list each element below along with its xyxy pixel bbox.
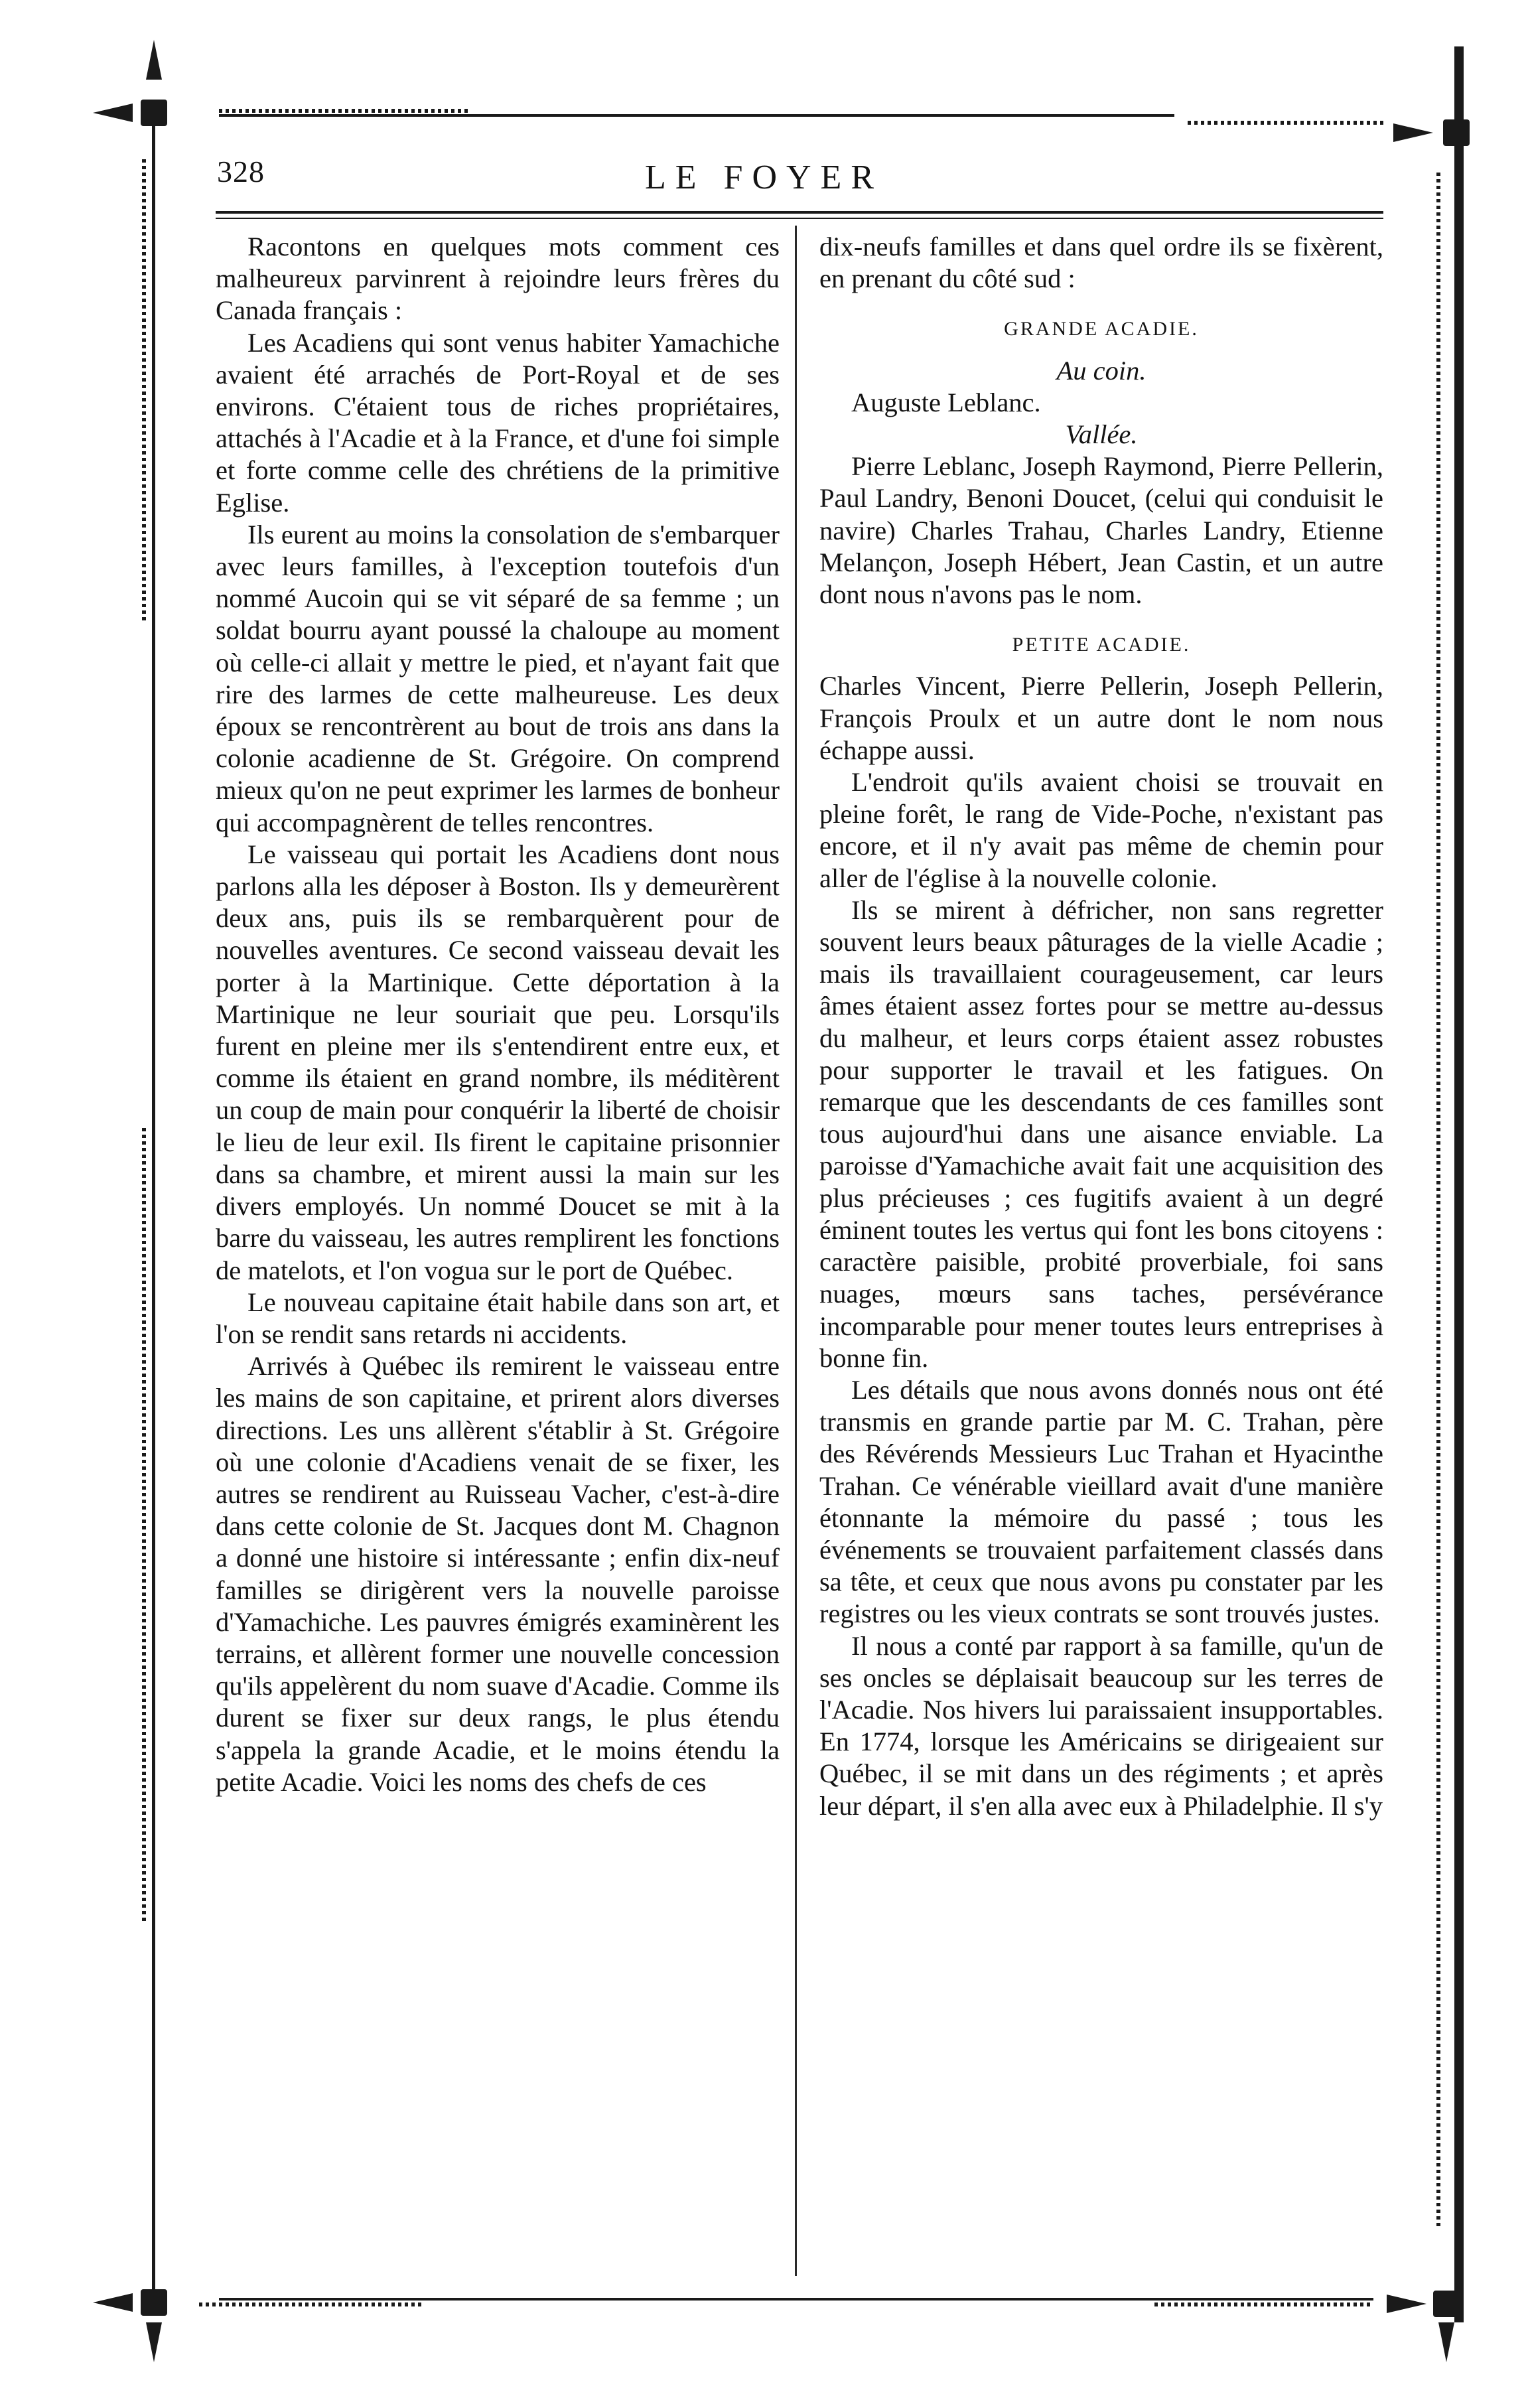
header-rule-bottom — [216, 218, 1383, 219]
left-column — [216, 231, 780, 1798]
paragraph-intro: dix-neufs familles et dans quel ordre ils se fixèrent, en prenant du côté sud : — [819, 232, 1383, 294]
top-right-arrow — [1393, 123, 1433, 142]
paragraph: Le vaisseau qui portait les Acadiens dont nous parlons alla les déposer à Boston. Ils y demeurèrent deux ans, puis ils se rembarquèrent pour de nouvelles aventures. Ce second vaisseau devait les porter à la Martinique. Cette déportation à la Martinique ne leur souriait que peu. Lorsqu'ils furent en pleine mer ils s'entendirent entre eux, et comme ils étaient en grand nombre, ils méditèrent un coup de main pour conquérir la liberté de choisir le lieu de leur exil. Ils firent le capitaine prisonnier dans sa chambre, et mirent aussi la main sur les divers employés. Un nommé Doucet se mit à la barre du vaisseau, les autres remplirent les fonctions de matelots, et l'on vogua sur le port de Québec. — [216, 839, 780, 1285]
running-title: LE FOYER — [645, 159, 883, 196]
paragraph: Ils eurent au moins la consolation de s'embarquer avec leurs familles, à l'exception toutefois d'un nommé Aucoin qui se vit séparé de sa femme ; un soldat bourru ayant poussé la chaloupe au moment où celle-ci allait y mettre le pied, et n'ayant fait que rire des larmes de cette malheureuse. Les deux époux se rencontrèrent au bout de trois ans dans la colonie acadienne de St. Grégoire. On comprend mieux qu'on ne peut exprimer les larmes de bonheur qui accompagnèrent de telles rencontres. — [216, 519, 780, 837]
paragraph: L'endroit qu'ils avaient choisi se trouvait en pleine forêt, le rang de Vide-Poche, n'existant pas encore, et il n'y avait pas même de chemin pour aller de l'église à la nouvelle colonie. — [819, 767, 1383, 893]
top-left-arrow — [93, 104, 133, 122]
names-vallee: Pierre Leblanc, Joseph Raymond, Pierre Pellerin, Paul Landry, Benoni Doucet, (celui qui conduisit le navire) Charles Trahau, Charles Landry, Etienne Melançon, Joseph Hébert, Jean Castin, et un autre dont nous n'avons pas le nom. — [819, 451, 1383, 610]
bottom-right-arrow — [1387, 2295, 1426, 2313]
bottom-border-dots-left — [199, 2302, 425, 2306]
header-rule-top — [216, 211, 1383, 214]
column-divider — [795, 226, 797, 2276]
left-border-dots — [142, 159, 146, 624]
page-number: 328 — [217, 155, 265, 188]
paragraph: Le nouveau capitaine était habile dans son art, et l'on se rendit sans retards ni accidents. — [216, 1287, 780, 1349]
bottom-left-arrow — [93, 2293, 133, 2312]
paragraph: Racontons en quelques mots comment ces malheureux parvinrent à rejoindre leurs frères du Canada français : — [216, 232, 780, 326]
left-border-rule — [152, 100, 155, 2309]
subheading-vallee: Vallée. — [1065, 419, 1138, 450]
top-border-rule — [219, 114, 1174, 117]
bottom-border-dots-right — [1154, 2302, 1373, 2306]
bottom-right-down-arrow — [1438, 2322, 1454, 2362]
names-au-coin: Auguste Leblanc. — [851, 387, 1041, 417]
paragraph: Ils se mirent à défricher, non sans regretter souvent leurs beaux pâturages de la vielle Acadie ; mais ils travaillaient courageusement, car leurs âmes étaient assez fortes pour se mettre au-dessus du malheur, et leurs corps étaient assez robustes pour supporter le travail et les fatigues. On remarque que les descendants de ces familles sont tous aujourd'hui dans une aisance enviable. La paroisse d'Yamachiche avait fait une acquisition des plus précieuses ; ces fugitifs avaient à un degré éminent toutes les vertus qui font les bons citoyens : caractère paisible, probité proverbiale, foi sans nuages, mœurs sans taches, persévérance incomparable pour mener toutes leurs entreprises à bonne fin. — [819, 894, 1383, 1373]
section-heading-petite-acadie: PETITE ACADIE. — [1012, 634, 1191, 656]
subheading-au-coin: Au coin. — [1056, 355, 1146, 386]
bottom-border-rule — [219, 2298, 1373, 2301]
right-column — [819, 231, 1383, 1822]
top-left-up-arrow — [146, 40, 162, 80]
right-border-dots — [1436, 173, 1440, 2230]
bottom-left-down-arrow — [146, 2322, 162, 2362]
paragraph: Les détails que nous avons donnés nous ont été transmis en grande partie par M. C. Trahan, père des Révérends Messieurs Luc Trahan et Hyacinthe Trahan. Ce vénérable vieillard avait d'une manière étonnante la mémoire du passé ; tous les événements se trouvaient parfaitement classés dans sa tête, et ceux que nous avons pu constater par les registres ou les vieux contrats se sont trouvés justes. — [819, 1374, 1383, 1629]
section-heading-grande-acadie: GRANDE ACADIE. — [1004, 318, 1199, 340]
top-border-dots-left — [219, 109, 471, 113]
left-border-dots-lower — [142, 1128, 146, 1924]
top-border-dots-right — [1188, 121, 1387, 125]
paragraph: Arrivés à Québec ils remirent le vaisseau entre les mains de son capitaine, et prirent alors diverses directions. Les uns allèrent s'établir à St. Grégoire où une colonie d'Acadiens venait de se fixer, les autres se rendirent au Ruisseau Vacher, c'est-à-dire dans cette colonie de St. Jacques dont M. Chagnon a donné une histoire si intéressante ; enfin dix-neuf familles se dirigèrent vers la nouvelle paroisse d'Yamachiche. Les pauvres émigrés examinèrent les terrains, et allèrent former une nouvelle concession qu'ils appelèrent du nom suave d'Acadie. Comme ils durent se fixer sur deux rangs, le plus étendu s'appela la grande Acadie, et le moins étendu la petite Acadie. Voici les noms des chefs de ces — [216, 1351, 780, 1797]
names-petite-acadie: Charles Vincent, Pierre Pellerin, Joseph Pellerin, François Proulx et un autre dont le nom nous échappe aussi. — [819, 671, 1383, 765]
paragraph: Il nous a conté par rapport à sa famille, qu'un de ses oncles se déplaisait beaucoup sur les terres de l'Acadie. Nos hivers lui paraissaient insupportables. En 1774, lorsque les Américains se dirigeaient sur Québec, il se mit dans un des régiments ; et après leur départ, il s'en alla avec eux à Philadelphie. Il s'y — [819, 1630, 1383, 1821]
paragraph: Les Acadiens qui sont venus habiter Yamachiche avaient été arrachés de Port-Royal et de ses environs. C'étaient tous de riches propriétaires, attachés à l'Acadie et à la France, et d'une foi simple et forte comme celle des chrétiens de la primitive Eglise. — [216, 327, 780, 518]
right-border-rule-thick — [1454, 46, 1464, 2322]
